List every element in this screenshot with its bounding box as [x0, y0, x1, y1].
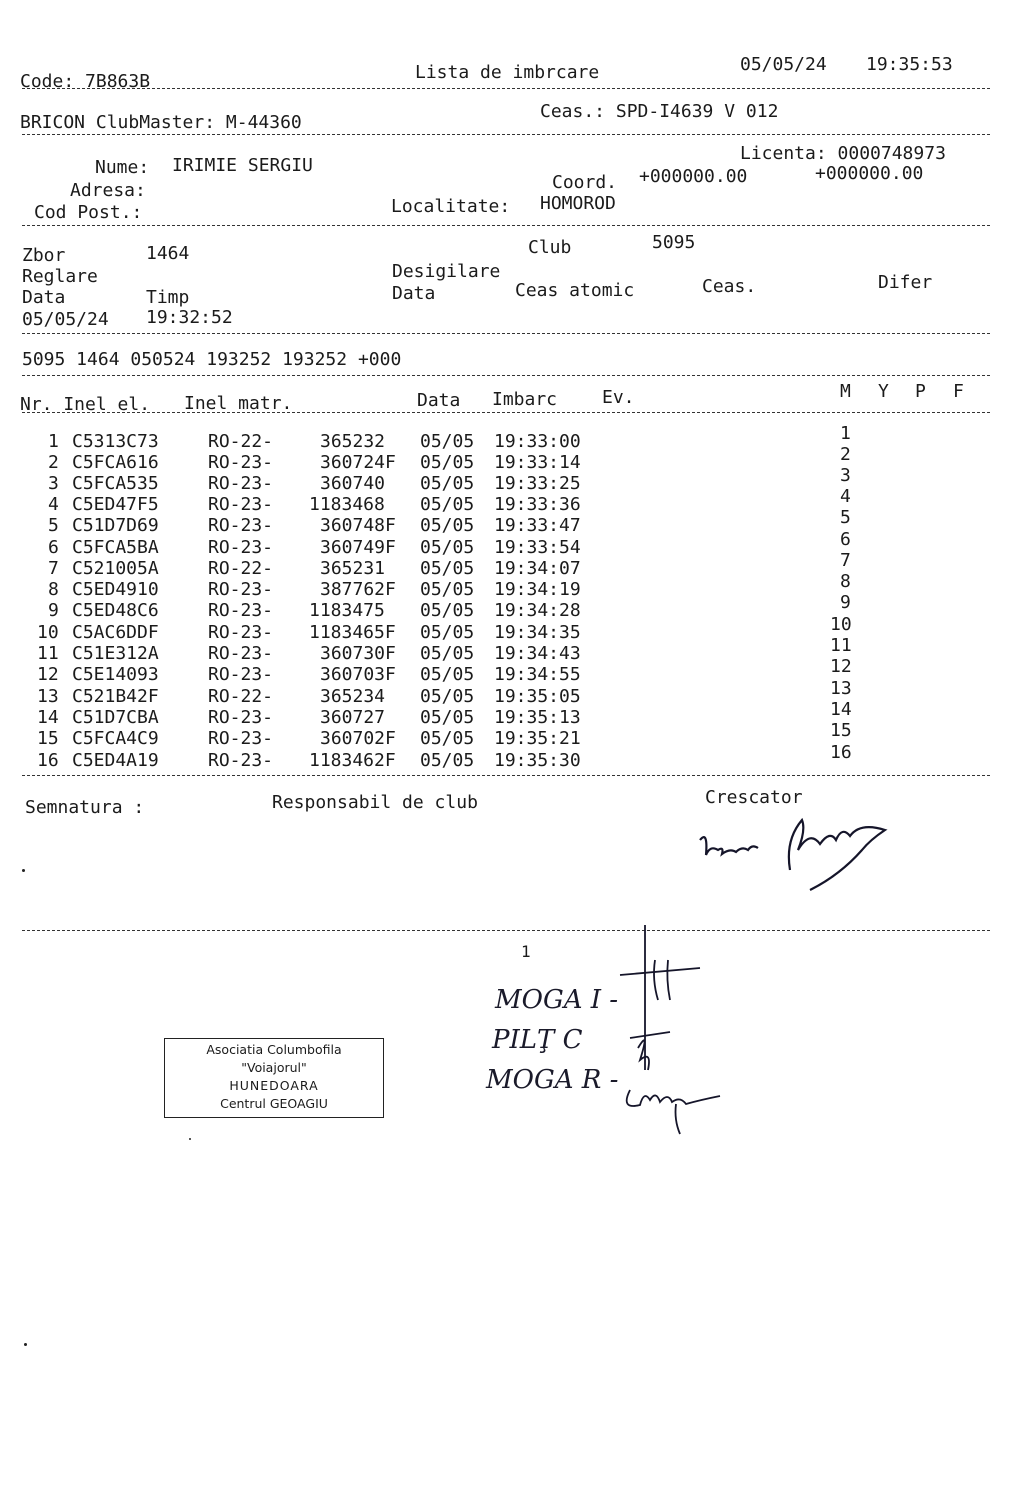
cell-inel-matr: 360749F	[320, 537, 396, 558]
divider	[22, 930, 990, 931]
club-value: 5095	[652, 232, 696, 253]
divider	[22, 775, 990, 776]
cell-date: 05/05	[420, 473, 475, 494]
cell-inel-matr: 360724F	[320, 452, 396, 473]
cell-date: 05/05	[420, 707, 475, 728]
table-row	[0, 465, 1024, 494]
cell-time: 19:33:00	[494, 431, 581, 452]
cell-nr: 4	[48, 494, 59, 515]
cell-time: 19:33:25	[494, 473, 581, 494]
cell-time: 19:34:55	[494, 664, 581, 685]
cell-m: 3	[840, 465, 851, 486]
cell-inel-el: C5E14093	[72, 664, 159, 685]
system-label: BRICON ClubMaster: M-44360	[20, 112, 302, 133]
cell-inel-el: C5ED4910	[72, 579, 159, 600]
col-y: Y	[878, 381, 889, 402]
table-row	[0, 486, 1024, 515]
clock-label: Ceas.: SPD-I4639 V 012	[540, 101, 779, 122]
cell-inel-el: C5FCA4C9	[72, 728, 159, 749]
cell-prefix: RO-23-	[208, 600, 274, 621]
cell-time: 19:35:05	[494, 686, 581, 707]
cell-nr: 10	[37, 622, 59, 643]
header-date: 05/05/24	[740, 54, 827, 75]
cell-inel-el: C521B42F	[72, 686, 159, 707]
cell-date: 05/05	[420, 515, 475, 536]
postcode-label: Cod Post.:	[34, 202, 143, 223]
cell-nr: 12	[37, 664, 59, 685]
cell-date: 05/05	[420, 622, 475, 643]
cell-nr: 6	[48, 537, 59, 558]
cell-date: 05/05	[420, 558, 475, 579]
cell-inel-matr: 360703F	[320, 664, 396, 685]
cell-m: 13	[830, 678, 852, 699]
owner-name: IRIMIE SERGIU	[172, 155, 313, 176]
document-title: Lista de imbrcare	[415, 62, 600, 83]
data-label: Data	[22, 287, 66, 308]
table-row	[0, 656, 1024, 685]
cell-prefix: RO-23-	[208, 643, 274, 664]
cell-inel-el: C5313C73	[72, 431, 159, 452]
cell-inel-el: C5FCA535	[72, 473, 159, 494]
cell-m: 15	[830, 720, 852, 741]
speck	[24, 1343, 27, 1346]
table-row	[0, 423, 1024, 452]
cell-nr: 1	[48, 431, 59, 452]
signature-label: Semnatura :	[25, 797, 145, 818]
cell-nr: 16	[37, 750, 59, 771]
cell-inel-matr: 360727	[320, 707, 386, 728]
col-nr-inel-el: Nr. Inel el.	[20, 394, 151, 415]
table-row	[0, 550, 1024, 579]
cell-prefix: RO-23-	[208, 494, 274, 515]
cell-inel-matr: 360740	[320, 473, 386, 494]
cell-inel-matr: 360730F	[320, 643, 396, 664]
divider	[22, 333, 990, 334]
cell-inel-el: C5ED48C6	[72, 600, 159, 621]
cell-m: 1	[840, 423, 851, 444]
cell-inel-matr: 1183475	[309, 600, 385, 621]
table-row	[0, 529, 1024, 558]
handwritten-signatures	[590, 920, 740, 1140]
stamp-line: HUNEDOARA	[229, 1078, 319, 1093]
stamp-line: "Voiajorul"	[241, 1060, 307, 1075]
cell-time: 19:33:36	[494, 494, 581, 515]
cell-m: 9	[840, 592, 851, 613]
cell-time: 19:34:19	[494, 579, 581, 600]
cell-date: 05/05	[420, 600, 475, 621]
cell-time: 19:34:43	[494, 643, 581, 664]
cell-inel-matr: 365232	[320, 431, 386, 452]
cell-prefix: RO-23-	[208, 452, 274, 473]
table-row	[0, 507, 1024, 536]
cell-m: 2	[840, 444, 851, 465]
cell-prefix: RO-23-	[208, 579, 274, 600]
handwritten-line: MOGA R -	[486, 1065, 619, 1095]
table-row	[0, 444, 1024, 473]
table-row	[0, 592, 1024, 621]
divider	[22, 412, 990, 413]
cell-prefix: RO-22-	[208, 686, 274, 707]
cell-time: 19:33:54	[494, 537, 581, 558]
cell-date: 05/05	[420, 728, 475, 749]
cell-inel-matr: 387762F	[320, 579, 396, 600]
data2-label: Data	[392, 283, 436, 304]
stamp-line: Asociatia Columbofila	[206, 1042, 342, 1057]
cell-m: 8	[840, 571, 851, 592]
coord-x: +000000.00	[639, 166, 748, 187]
page-number: 1	[521, 942, 531, 961]
cell-inel-el: C521005A	[72, 558, 159, 579]
table-row	[0, 699, 1024, 728]
address-label: Adresa:	[70, 180, 146, 201]
desigilare-label: Desigilare	[392, 261, 501, 282]
cell-m: 10	[830, 614, 852, 635]
cell-date: 05/05	[420, 431, 475, 452]
col-f: F	[953, 381, 964, 402]
cell-date: 05/05	[420, 664, 475, 685]
cell-date: 05/05	[420, 452, 475, 473]
cell-date: 05/05	[420, 494, 475, 515]
cell-m: 4	[840, 486, 851, 507]
cell-m: 11	[830, 635, 852, 656]
cell-time: 19:34:28	[494, 600, 581, 621]
difer-label: Difer	[878, 272, 933, 293]
coord-label: Coord.	[552, 172, 618, 193]
ceas-label: Ceas.	[702, 276, 757, 297]
col-m: M	[840, 381, 851, 402]
reglare-label: Reglare	[22, 266, 98, 287]
speck	[189, 1138, 191, 1140]
cell-nr: 3	[48, 473, 59, 494]
club-stamp	[164, 1038, 384, 1118]
cell-nr: 2	[48, 452, 59, 473]
cell-prefix: RO-23-	[208, 707, 274, 728]
col-data: Data	[417, 390, 461, 411]
handwritten-line: MOGA I -	[495, 985, 619, 1015]
cell-nr: 13	[37, 686, 59, 707]
table-row	[0, 635, 1024, 664]
responsible-label: Responsabil de club	[272, 792, 478, 813]
cell-inel-matr: 365234	[320, 686, 386, 707]
cell-nr: 7	[48, 558, 59, 579]
cell-m: 14	[830, 699, 852, 720]
license-label: Licenta: 0000748973	[740, 143, 946, 164]
cell-prefix: RO-22-	[208, 431, 274, 452]
cell-nr: 15	[37, 728, 59, 749]
cell-time: 19:33:14	[494, 452, 581, 473]
col-inel-matr: Inel matr.	[184, 393, 293, 414]
cell-nr: 8	[48, 579, 59, 600]
cell-nr: 9	[48, 600, 59, 621]
cell-time: 19:34:35	[494, 622, 581, 643]
cell-prefix: RO-23-	[208, 622, 274, 643]
divider	[22, 134, 990, 135]
cell-date: 05/05	[420, 643, 475, 664]
table-row	[0, 571, 1024, 600]
table-row	[0, 742, 1024, 771]
cell-inel-el: C51E312A	[72, 643, 159, 664]
cell-inel-el: C5AC6DDF	[72, 622, 159, 643]
cell-prefix: RO-23-	[208, 473, 274, 494]
flight-summary: 5095 1464 050524 193252 193252 +000	[22, 349, 402, 370]
cell-date: 05/05	[420, 750, 475, 771]
ceas-atomic-label: Ceas atomic	[515, 280, 635, 301]
cell-time: 19:33:47	[494, 515, 581, 536]
cell-date: 05/05	[420, 686, 475, 707]
cell-inel-matr: 1183462F	[309, 750, 396, 771]
table-row	[0, 720, 1024, 749]
zbor-label: Zbor	[22, 245, 66, 266]
handwritten-line: PILŢ C	[492, 1025, 583, 1055]
cell-inel-el: C5ED47F5	[72, 494, 159, 515]
col-ev: Ev.	[602, 387, 635, 408]
cell-prefix: RO-22-	[208, 558, 274, 579]
cell-nr: 14	[37, 707, 59, 728]
speck	[22, 869, 25, 872]
club-label: Club	[528, 237, 572, 258]
reg-time: 19:32:52	[146, 307, 233, 328]
breeder-label: Crescator	[705, 787, 803, 808]
zbor-value: 1464	[146, 243, 190, 264]
divider	[22, 88, 990, 89]
cell-inel-el: C51D7D69	[72, 515, 159, 536]
col-p: P	[915, 381, 926, 402]
stamp-line: Centrul GEOAGIU	[220, 1096, 328, 1111]
locality-value: HOMOROD	[540, 193, 616, 214]
cell-inel-el: C51D7CBA	[72, 707, 159, 728]
cell-inel-matr: 365231	[320, 558, 386, 579]
cell-prefix: RO-23-	[208, 537, 274, 558]
cell-inel-matr: 1183468	[309, 494, 385, 515]
cell-inel-el: C5FCA616	[72, 452, 159, 473]
cell-date: 05/05	[420, 537, 475, 558]
cell-prefix: RO-23-	[208, 728, 274, 749]
cell-nr: 11	[37, 643, 59, 664]
cell-prefix: RO-23-	[208, 515, 274, 536]
cell-prefix: RO-23-	[208, 750, 274, 771]
cell-inel-el: C5ED4A19	[72, 750, 159, 771]
coord-y: +000000.00	[815, 163, 924, 184]
cell-m: 5	[840, 507, 851, 528]
name-label: Nume:	[95, 157, 150, 178]
breeder-signature	[690, 800, 920, 900]
cell-time: 19:34:07	[494, 558, 581, 579]
locality-label: Localitate:	[391, 196, 511, 217]
code-label: Code: 7B863B	[20, 71, 151, 92]
cell-inel-matr: 1183465F	[309, 622, 396, 643]
cell-time: 19:35:30	[494, 750, 581, 771]
cell-inel-matr: 360702F	[320, 728, 396, 749]
cell-m: 12	[830, 656, 852, 677]
timp-label: Timp	[146, 287, 190, 308]
col-imbarc: Imbarc	[492, 389, 558, 410]
table-row	[0, 614, 1024, 643]
cell-inel-matr: 360748F	[320, 515, 396, 536]
cell-prefix: RO-23-	[208, 664, 274, 685]
cell-inel-el: C5FCA5BA	[72, 537, 159, 558]
cell-date: 05/05	[420, 579, 475, 600]
reg-date: 05/05/24	[22, 309, 109, 330]
cell-m: 7	[840, 550, 851, 571]
cell-time: 19:35:21	[494, 728, 581, 749]
divider	[22, 225, 990, 226]
divider	[22, 375, 990, 376]
cell-time: 19:35:13	[494, 707, 581, 728]
cell-m: 6	[840, 529, 851, 550]
table-row	[0, 678, 1024, 707]
cell-m: 16	[830, 742, 852, 763]
cell-nr: 5	[48, 515, 59, 536]
header-time: 19:35:53	[866, 54, 953, 75]
